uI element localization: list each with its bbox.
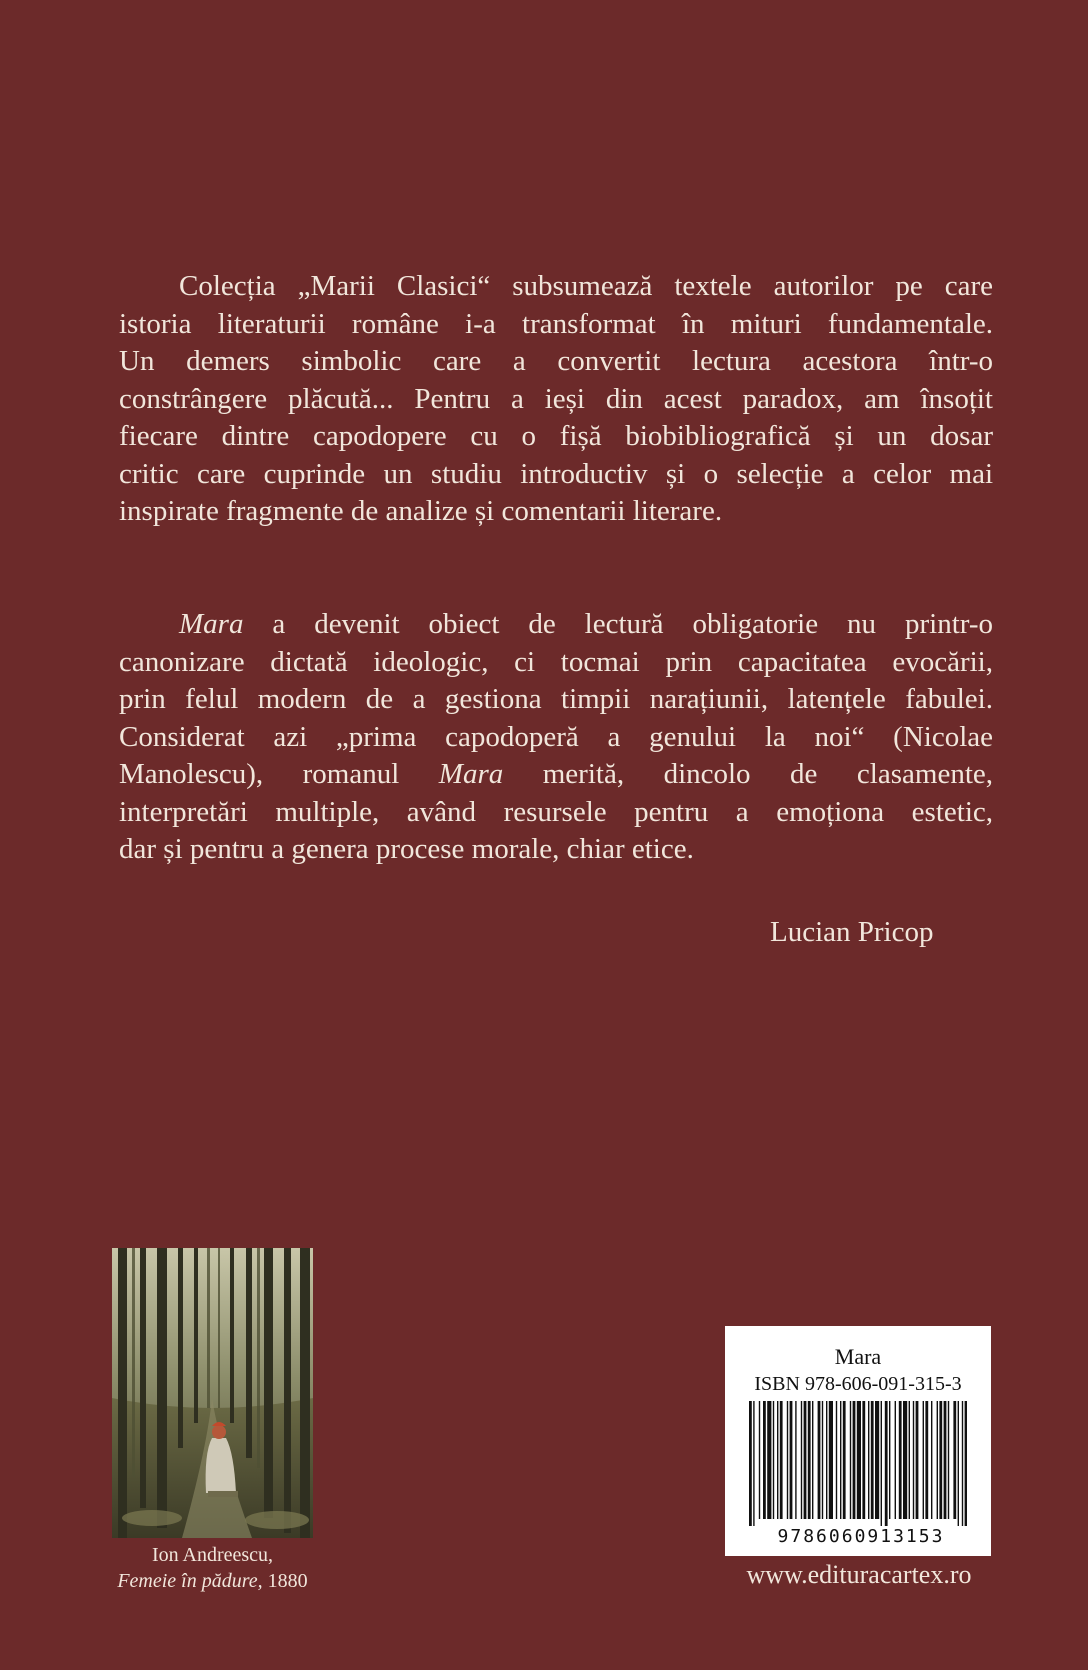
barcode-bar bbox=[808, 1401, 811, 1519]
barcode-bar bbox=[840, 1401, 841, 1519]
barcode-bar bbox=[899, 1401, 902, 1519]
barcode-bar bbox=[767, 1401, 771, 1519]
barcode-bar bbox=[889, 1401, 890, 1519]
text-fragment: Manolescu), romanul bbox=[119, 758, 439, 790]
barcode-bar bbox=[763, 1401, 766, 1519]
text-line bbox=[119, 756, 993, 794]
painting-artist: Ion Andreescu, bbox=[151, 1544, 274, 1566]
text-line: critic care cuprinde un studiu introductiv și o selecție a celor mai bbox=[119, 457, 993, 490]
isbn-barcode-label bbox=[725, 1326, 991, 1556]
barcode-bar bbox=[953, 1401, 956, 1519]
text-line: istoria literaturii române i-a transformat în mituri fundamentale. bbox=[119, 307, 993, 340]
barcode-bar bbox=[853, 1401, 856, 1519]
barcode-icon bbox=[749, 1401, 967, 1526]
text-line: canonizare dictată ideologic, ci tocmai prin capacitatea evocării, bbox=[119, 645, 993, 678]
barcode-bar bbox=[931, 1401, 932, 1519]
text-line: interpretări multiple, având resursele pentru a emoționa estetic, bbox=[119, 795, 993, 828]
text-line: Un demers simbolic care a convertit lectura acestora într-o bbox=[119, 345, 993, 377]
forest-painting-image bbox=[112, 1248, 313, 1538]
barcode-bar bbox=[795, 1401, 796, 1519]
barcode-bar bbox=[862, 1401, 865, 1519]
painting-thumbnail bbox=[112, 1248, 313, 1538]
barcode-bar bbox=[773, 1401, 774, 1519]
author-signature: Lucian Pricop bbox=[770, 916, 934, 948]
text-line bbox=[119, 606, 993, 644]
barcode-bar bbox=[895, 1401, 896, 1519]
barcode-bar bbox=[826, 1401, 827, 1519]
barcode-bar bbox=[937, 1401, 938, 1519]
barcode-bar bbox=[965, 1401, 967, 1526]
barcode-bar bbox=[958, 1401, 959, 1526]
barcode-bar bbox=[829, 1401, 833, 1519]
text-line: Considerat azi „prima capodoperă a genului la noi“ (Nicolae bbox=[119, 720, 993, 753]
publisher-website: www.edituracartex.ro bbox=[746, 1560, 972, 1589]
barcode-digits: 9786060913153 bbox=[777, 1526, 945, 1547]
barcode-bar bbox=[923, 1401, 924, 1519]
barcode-bar bbox=[871, 1401, 874, 1519]
barcode-book-title: Mara bbox=[834, 1344, 882, 1369]
text-line: dar și pentru a genera procese morale, chiar etice. bbox=[119, 833, 694, 865]
barcode-bar bbox=[903, 1401, 907, 1519]
barcode-bar bbox=[836, 1401, 837, 1519]
text-fragment: a devenit obiect de lectură obligatorie nu printr-o bbox=[243, 608, 993, 640]
text-line: fiecare dintre capodopere cu o fișă biobibliografică și un dosar bbox=[119, 420, 993, 452]
barcode-bar bbox=[944, 1401, 947, 1519]
barcode-bar bbox=[868, 1401, 869, 1519]
novel-title-italic: Mara bbox=[179, 608, 244, 640]
barcode-bar bbox=[881, 1401, 882, 1526]
barcode-bar bbox=[804, 1401, 807, 1519]
barcode-bar bbox=[790, 1401, 793, 1519]
barcode-bar bbox=[948, 1401, 949, 1519]
barcode-bar bbox=[857, 1401, 861, 1519]
barcode-bar bbox=[913, 1401, 914, 1519]
barcode-bar bbox=[812, 1401, 813, 1519]
novel-title-italic: Mara bbox=[438, 758, 504, 790]
barcode-bar bbox=[801, 1401, 802, 1519]
barcode-bar bbox=[875, 1401, 879, 1519]
isbn-number: ISBN 978-606-091-315-3 bbox=[754, 1373, 962, 1395]
barcode-bar bbox=[962, 1401, 963, 1526]
barcode-bar bbox=[843, 1401, 846, 1519]
barcode-bar bbox=[759, 1401, 760, 1519]
text-fragment: merită, dincolo de clasamente, bbox=[503, 758, 993, 790]
barcode-bar bbox=[850, 1401, 851, 1519]
barcode-bar bbox=[916, 1401, 919, 1519]
barcode-bar bbox=[777, 1401, 778, 1519]
text-line: prin felul modern de a gestiona timpii narațiunii, latențele fabulei. bbox=[119, 683, 993, 715]
barcode-bar bbox=[780, 1401, 783, 1519]
barcode-bar bbox=[753, 1401, 754, 1526]
text-line: inspirate fragmente de analize și comentarii literare. bbox=[119, 495, 723, 527]
painting-year: 1880 bbox=[267, 1570, 308, 1592]
barcode-bar bbox=[925, 1401, 928, 1519]
barcode-bar bbox=[822, 1401, 823, 1519]
barcode-bar bbox=[787, 1401, 788, 1519]
barcode-bar bbox=[749, 1401, 752, 1526]
text-line: Colecția „Marii Clasici“ subsumează textele autorilor pe care bbox=[179, 270, 993, 302]
painting-title: Femeie în pădure, bbox=[117, 1570, 263, 1592]
collection-paragraph bbox=[119, 268, 993, 531]
barcode-bar bbox=[818, 1401, 821, 1519]
barcode-bar bbox=[939, 1401, 942, 1519]
text-line: constrângere plăcută... Pentru a ieși din acest paradox, am însoțit bbox=[119, 382, 993, 415]
barcode-bar bbox=[909, 1401, 910, 1519]
painting-caption bbox=[100, 1542, 325, 1594]
barcode-bar bbox=[885, 1401, 888, 1526]
novel-paragraph bbox=[119, 606, 993, 869]
painting-title-line bbox=[100, 1568, 325, 1594]
